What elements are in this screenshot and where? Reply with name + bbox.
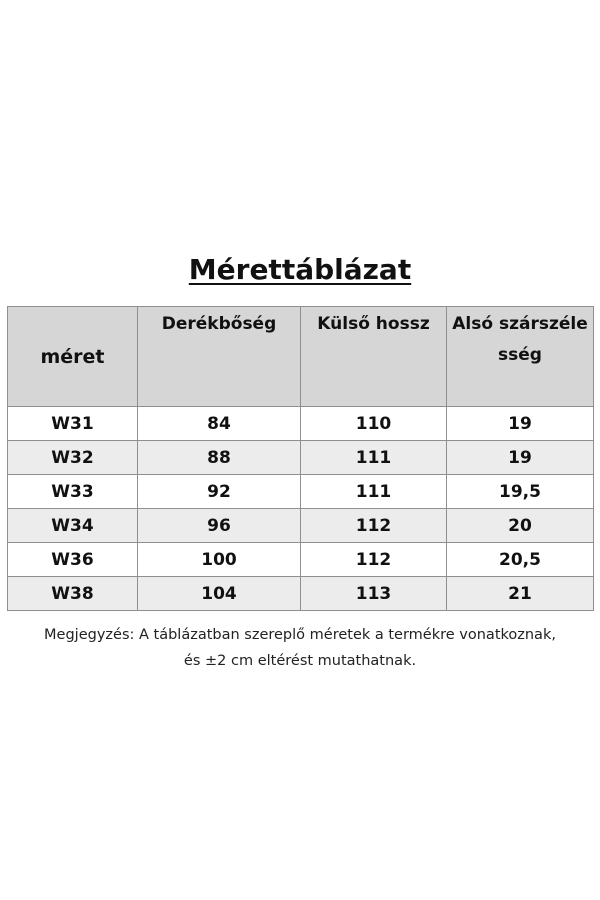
cell-size: W32 xyxy=(8,441,138,475)
cell-waist: 104 xyxy=(138,577,301,611)
cell-outer-length: 112 xyxy=(301,509,447,543)
table-row xyxy=(8,577,594,611)
table-row xyxy=(8,509,594,543)
cell-size: W33 xyxy=(8,475,138,509)
header-size: méret xyxy=(8,307,138,407)
cell-outer-length: 112 xyxy=(301,543,447,577)
footnote: Megjegyzés: A táblázatban szereplő méretek a termékre vonatkoznak, és ±2 cm eltérést mutathatnak. xyxy=(44,627,556,669)
cell-outer-length: 111 xyxy=(301,475,447,509)
table-row xyxy=(8,407,594,441)
table-row xyxy=(8,475,594,509)
cell-hem-width: 19,5 xyxy=(447,475,594,509)
cell-waist: 100 xyxy=(138,543,301,577)
cell-size: W38 xyxy=(8,577,138,611)
cell-hem-width: 19 xyxy=(447,407,594,441)
cell-outer-length: 110 xyxy=(301,407,447,441)
table-row xyxy=(8,543,594,577)
header-outer-length: Külső hossz xyxy=(301,307,447,407)
size-chart-table xyxy=(7,306,594,611)
cell-hem-width: 19 xyxy=(447,441,594,475)
cell-waist: 92 xyxy=(138,475,301,509)
cell-size: W36 xyxy=(8,543,138,577)
cell-outer-length: 111 xyxy=(301,441,447,475)
cell-hem-width: 20 xyxy=(447,509,594,543)
cell-waist: 88 xyxy=(138,441,301,475)
page-title: Mérettáblázat xyxy=(188,253,412,286)
cell-waist: 84 xyxy=(138,407,301,441)
cell-hem-width: 20,5 xyxy=(447,543,594,577)
table-header-row xyxy=(8,307,594,407)
header-hem-width: Alsó szárszélesség xyxy=(447,307,594,407)
cell-waist: 96 xyxy=(138,509,301,543)
cell-size: W31 xyxy=(8,407,138,441)
cell-outer-length: 113 xyxy=(301,577,447,611)
cell-hem-width: 21 xyxy=(447,577,594,611)
cell-size: W34 xyxy=(8,509,138,543)
table-row xyxy=(8,441,594,475)
header-waist: Derékbőség xyxy=(138,307,301,407)
